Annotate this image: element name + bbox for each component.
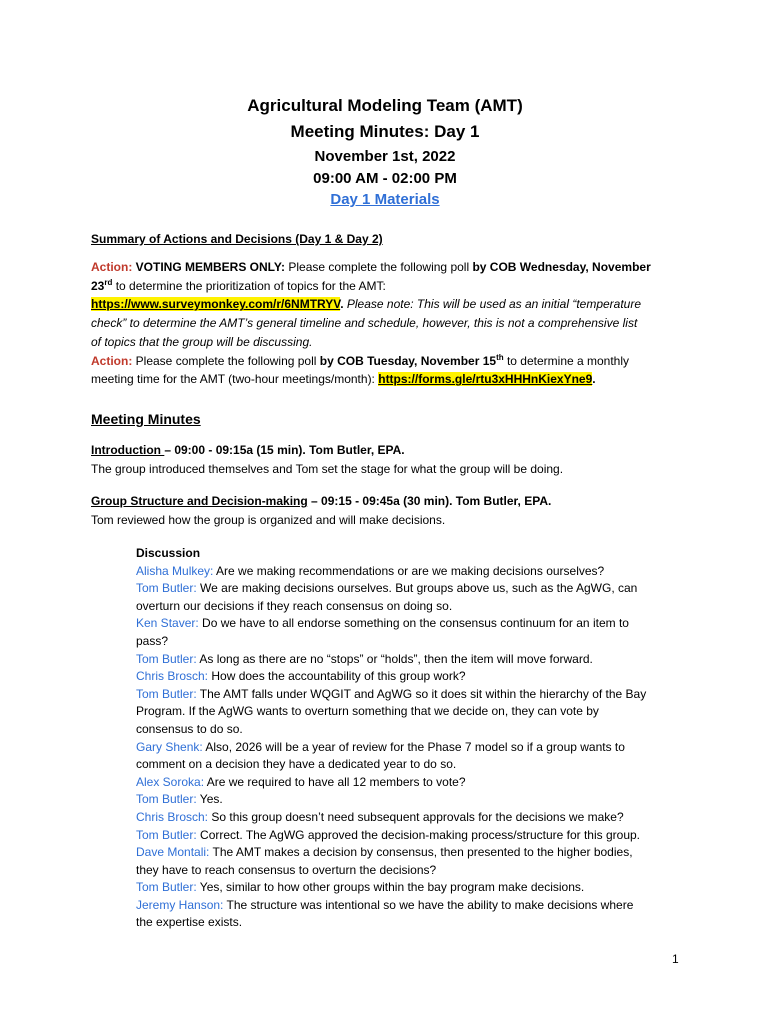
speaker-name: Tom Butler:: [136, 880, 197, 895]
structure-title: Group Structure and Decision-making: [91, 494, 308, 508]
speaker-name: Alex Soroka:: [136, 774, 205, 789]
summary-heading: Summary of Actions and Decisions (Day 1 & Day 2): [91, 232, 383, 246]
discussion-entry: [136, 827, 696, 845]
discussion-text: Yes, similar to how other groups within the bay program make decisions.: [196, 880, 585, 895]
discussion-entry: [136, 668, 696, 686]
materials-link[interactable]: Day 1 Materials: [330, 191, 440, 208]
speaker-name: Tom Butler:: [136, 651, 197, 666]
discussion-text: Do we have to all endorse something on the consensus continuum for an item to: [198, 616, 629, 631]
discussion-entry: [136, 563, 696, 581]
action-items: Action: VOTING MEMBERS ONLY: Please complete the following poll by COB Wednesday, November 23rd to determine the prioritization of topics for the AMT: https://www.surveymonkey.com/r/6NMTRYV. Please note: This will be used as an initial “temperature check” to determine the AMT’s general timeline and schedule, however, this is not a comprehensive list of topics that the group will be discussing. Action: Please complete the following poll by COB Tuesday, November 15th to determine a monthly meeting time for the AMT (two-hour meetings/month): https://forms.gle/rtu3xHHHnKiexYne9.: [91, 260, 651, 387]
discussion-text: Are we making recommendations or are we making decisions ourselves?: [213, 563, 605, 578]
structure-section: Group Structure and Decision-making – 09:15 - 09:45a (30 min). Tom Butler, EPA. Tom reviewed how the group is organized and will make decisions.: [91, 492, 691, 529]
discussion-entry: [136, 651, 696, 669]
discussion-text: pass?: [136, 633, 169, 648]
discussion-text: As long as there are no “stops” or “holds”, then the item will move forward.: [196, 651, 593, 666]
speaker-name: Dave Montali:: [136, 845, 210, 860]
discussion-text: The AMT falls under WQGIT and AgWG so it does sit within the hierarchy of the Bay: [196, 686, 647, 701]
speaker-name: Tom Butler:: [136, 792, 197, 807]
speaker-name: Chris Brosch:: [136, 669, 209, 684]
discussion-text: The structure was intentional so we have the ability to make decisions where: [223, 897, 634, 912]
discussion-entry: [136, 739, 696, 774]
speaker-name: Tom Butler:: [136, 827, 197, 842]
intro-section: Introduction – 09:00 - 09:15a (15 min). Tom Butler, EPA. The group introduced themselves and Tom set the stage for what the group will be doing.: [91, 441, 691, 478]
discussion-text: So this group doesn’t need subsequent approvals for the decisions we make?: [208, 809, 624, 824]
doc-subtitle: Meeting Minutes: Day 1: [290, 122, 480, 141]
discussion-entry: [136, 879, 696, 897]
discussion-text: How does the accountability of this group work?: [208, 669, 466, 684]
intro-text: The group introduced themselves and Tom set the stage for what the group will be doing.: [91, 461, 564, 476]
discussion-entry: [136, 897, 696, 932]
action-label: Action:: [91, 260, 133, 274]
intro-title: Introduction: [91, 443, 165, 457]
discussion-heading: Discussion: [136, 546, 201, 560]
discussion-entry: [136, 580, 696, 615]
google-forms-link[interactable]: https://forms.gle/rtu3xHHHnKiexYne9: [378, 372, 593, 387]
discussion-entry: [136, 774, 696, 792]
discussion-text: comment on a decision they have a dedicated year to do so.: [136, 757, 457, 772]
structure-text: Tom reviewed how the group is organized and will make decisions.: [91, 512, 446, 527]
discussion-entry: [136, 615, 696, 650]
speaker-name: Tom Butler:: [136, 581, 197, 596]
discussion-text: Are we required to have all 12 members to vote?: [204, 774, 466, 789]
speaker-name: Alisha Mulkey:: [136, 563, 214, 578]
page-number: 1: [672, 952, 679, 966]
discussion-text: overturn our decisions if they reach consensus on doing so.: [136, 598, 453, 613]
discussion-entry: [136, 809, 696, 827]
doc-title: Agricultural Modeling Team (AMT): [247, 96, 523, 115]
speaker-name: Ken Staver:: [136, 616, 199, 631]
discussion-text: they have to reach consensus to overturn the decisions?: [136, 862, 437, 877]
action-label: Action:: [91, 353, 133, 368]
discussion-text: Correct. The AgWG approved the decision-making process/structure for this group.: [196, 827, 641, 842]
discussion-text: Also, 2026 will be a year of review for the Phase 7 model so if a group wants to: [202, 739, 625, 754]
minutes-heading: Meeting Minutes: [91, 411, 201, 427]
discussion-entry: [136, 686, 696, 739]
discussion-entry: [136, 791, 696, 809]
speaker-name: Gary Shenk:: [136, 739, 203, 754]
discussion-text: We are making decisions ourselves. But groups above us, such as the AgWG, can: [196, 581, 638, 596]
discussion-text: Yes.: [196, 792, 223, 807]
discussion-block: [136, 545, 696, 932]
meeting-date: November 1st, 2022: [314, 148, 456, 165]
discussion-text: The AMT makes a decision by consensus, then presented to the higher bodies,: [209, 845, 633, 860]
discussion-text: consensus to do so.: [136, 721, 243, 736]
discussion-text: the expertise exists.: [136, 915, 243, 930]
meeting-time: 09:00 AM - 02:00 PM: [313, 170, 457, 187]
speaker-name: Jeremy Hanson:: [136, 897, 224, 912]
discussion-entry: [136, 844, 696, 879]
speaker-name: Tom Butler:: [136, 686, 197, 701]
speaker-name: Chris Brosch:: [136, 809, 209, 824]
surveymonkey-link[interactable]: https://www.surveymonkey.com/r/6NMTRYV: [91, 297, 341, 312]
discussion-text: Program. If the AgWG wants to overturn something that we decide on, they can vote by: [136, 704, 599, 719]
